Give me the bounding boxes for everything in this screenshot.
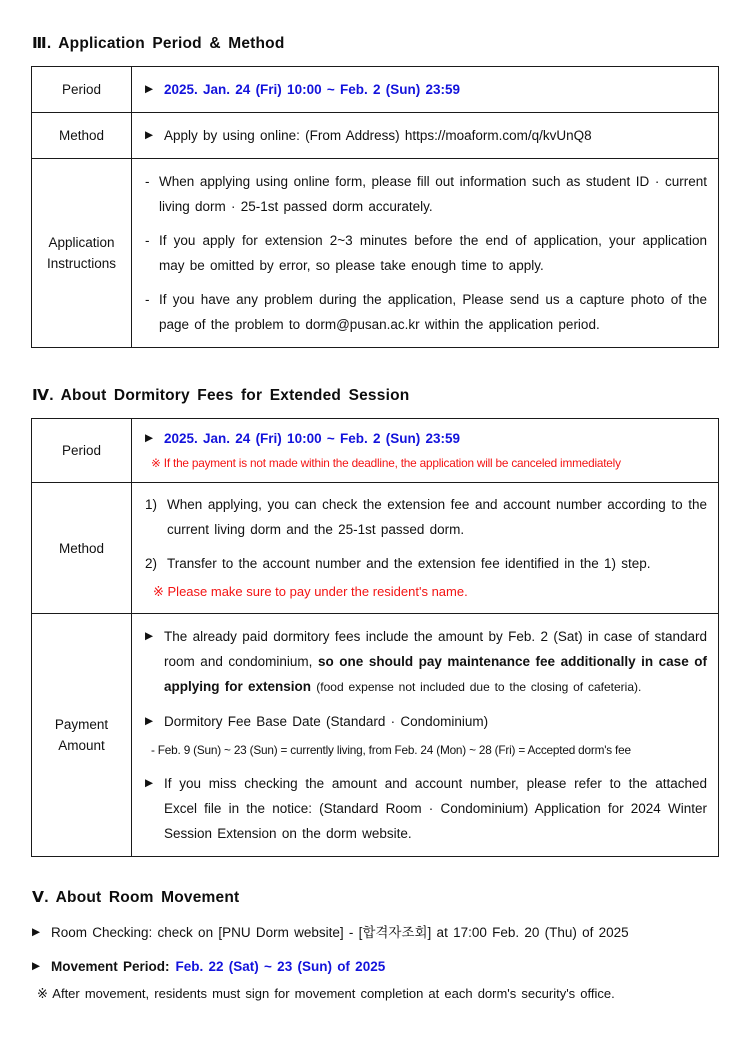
arrow-bullet-icon: ▶ <box>145 630 154 642</box>
payment-label-line1: Payment <box>54 717 109 732</box>
arrow-bullet-icon: ▶ <box>145 715 154 727</box>
step-number: 1) <box>145 497 158 512</box>
fee-note-normal: The already paid dormitory fees include the amount by Feb. 2 (Sat) in case of standard room and condominium, <box>164 629 707 669</box>
payment-base-date-detail: - Feb. 9 (Sun) ~ 23 (Sun) = currently living, from Feb. 24 (Mon) ~ 28 (Fri) = Accepted dorm's fee <box>151 743 631 757</box>
dash-bullet: - <box>145 292 150 307</box>
period-row-content <box>132 67 719 113</box>
instructions-label-line1: Application <box>48 235 115 250</box>
fees-method-row-content <box>132 483 719 614</box>
payment-base-date-text: Dormitory Fee Base Date (Standard · Condominium) <box>164 714 489 729</box>
fees-method-step <box>145 492 707 542</box>
section-application-heading: Ⅲ. Application Period & Method <box>32 35 285 52</box>
table-row-method <box>32 113 719 159</box>
payment-fee-note <box>145 624 707 700</box>
step-text: When applying, you can check the extension fee and account number according to the current living dorm and the 25-1st passed dorm. <box>167 497 707 537</box>
table-row-fees-period <box>32 419 719 483</box>
instruction-item <box>145 228 707 278</box>
table-row-payment <box>32 614 719 857</box>
application-method-value: Apply by using online: (From Address) https://moaform.com/q/kvUnQ8 <box>164 128 592 143</box>
movement-note-line <box>32 981 719 1006</box>
movement-note-text: ※ After movement, residents must sign for movement completion at each dorm's security's office. <box>37 986 615 1001</box>
fee-note-bold: so one should pay maintenance fee additionally in case of applying for extension <box>164 654 707 694</box>
application-period-value: 2025. Jan. 24 (Fri) 10:00 ~ Feb. 2 (Sun) 23:59 <box>164 82 460 97</box>
method-row-content <box>132 113 719 159</box>
arrow-bullet-icon: ▶ <box>32 926 41 938</box>
step-number: 2) <box>145 556 158 571</box>
fees-period-row-label: Period <box>32 419 132 483</box>
movement-period-label: Movement Period: <box>51 959 170 974</box>
fees-period-row-content <box>132 419 719 483</box>
period-row-label: Period <box>32 67 132 113</box>
payment-excel-note-text: If you miss checking the amount and account number, please refer to the attached Excel file in the notice: (Standard Room · Condominium) Application for 2024 Winter Session Extension on the dorm website. <box>164 776 707 841</box>
room-checking-text: Room Checking: check on [PNU Dorm website] - [합격자조회] at 17:00 Feb. 20 (Thu) of 2025 <box>51 925 629 940</box>
dash-bullet: - <box>145 233 150 248</box>
payment-row-label <box>32 614 132 857</box>
application-table <box>31 66 719 348</box>
fees-period-value-line <box>145 426 707 451</box>
instruction-text: When applying using online form, please fill out information such as student ID · current living dorm · 25-1st passed dorm accurately. <box>159 174 707 214</box>
table-row-instructions <box>32 159 719 348</box>
payment-excel-note-line <box>145 771 707 846</box>
movement-period-value: Feb. 22 (Sat) ~ 23 (Sun) of 2025 <box>175 959 386 974</box>
instructions-label-line2: Instructions <box>46 256 117 271</box>
instruction-text: If you apply for extension 2~3 minutes before the end of application, your application may be omitted by error, so please take enough time to apply. <box>159 233 707 273</box>
step-text: Transfer to the account number and the extension fee identified in the 1) step. <box>167 556 651 571</box>
movement-period-line <box>32 954 719 979</box>
table-row-period <box>32 67 719 113</box>
instruction-item <box>145 169 707 219</box>
fees-method-row-label: Method <box>32 483 132 614</box>
payment-row-content <box>132 614 719 857</box>
arrow-bullet-icon: ▶ <box>145 129 154 141</box>
table-row-fees-method <box>32 483 719 614</box>
section-fees-heading: Ⅳ. About Dormitory Fees for Extended Session <box>32 387 410 404</box>
fees-table <box>31 418 719 857</box>
fees-method-step <box>145 551 707 576</box>
arrow-bullet-icon: ▶ <box>32 960 41 972</box>
instructions-row-label <box>32 159 132 348</box>
fees-period-warning: ※ If the payment is not made within the deadline, the application will be canceled immediately <box>151 456 621 470</box>
fees-method-warning: ※ Please make sure to pay under the resident's name. <box>153 584 468 599</box>
fee-note-small: (food expense not included due to the closing of cafeteria). <box>316 680 642 694</box>
method-row-label: Method <box>32 113 132 159</box>
period-value-line <box>145 77 707 102</box>
arrow-bullet-icon: ▶ <box>145 432 154 444</box>
fees-period-value: 2025. Jan. 24 (Fri) 10:00 ~ Feb. 2 (Sun) 23:59 <box>164 431 460 446</box>
payment-fee-note-text <box>164 624 707 700</box>
payment-label-line2: Amount <box>58 738 105 753</box>
dash-bullet: - <box>145 174 150 189</box>
instruction-text: If you have any problem during the application, Please send us a capture photo of the page of the problem to dorm@pusan.ac.kr within the application period. <box>159 292 707 332</box>
section-movement-heading: Ⅴ. About Room Movement <box>32 889 240 906</box>
arrow-bullet-icon: ▶ <box>145 83 154 95</box>
payment-base-date-line <box>145 709 707 734</box>
room-checking-line <box>32 920 719 945</box>
instruction-item <box>145 287 707 337</box>
arrow-bullet-icon: ▶ <box>145 777 154 789</box>
method-value-line <box>145 123 707 148</box>
instructions-row-content <box>132 159 719 348</box>
